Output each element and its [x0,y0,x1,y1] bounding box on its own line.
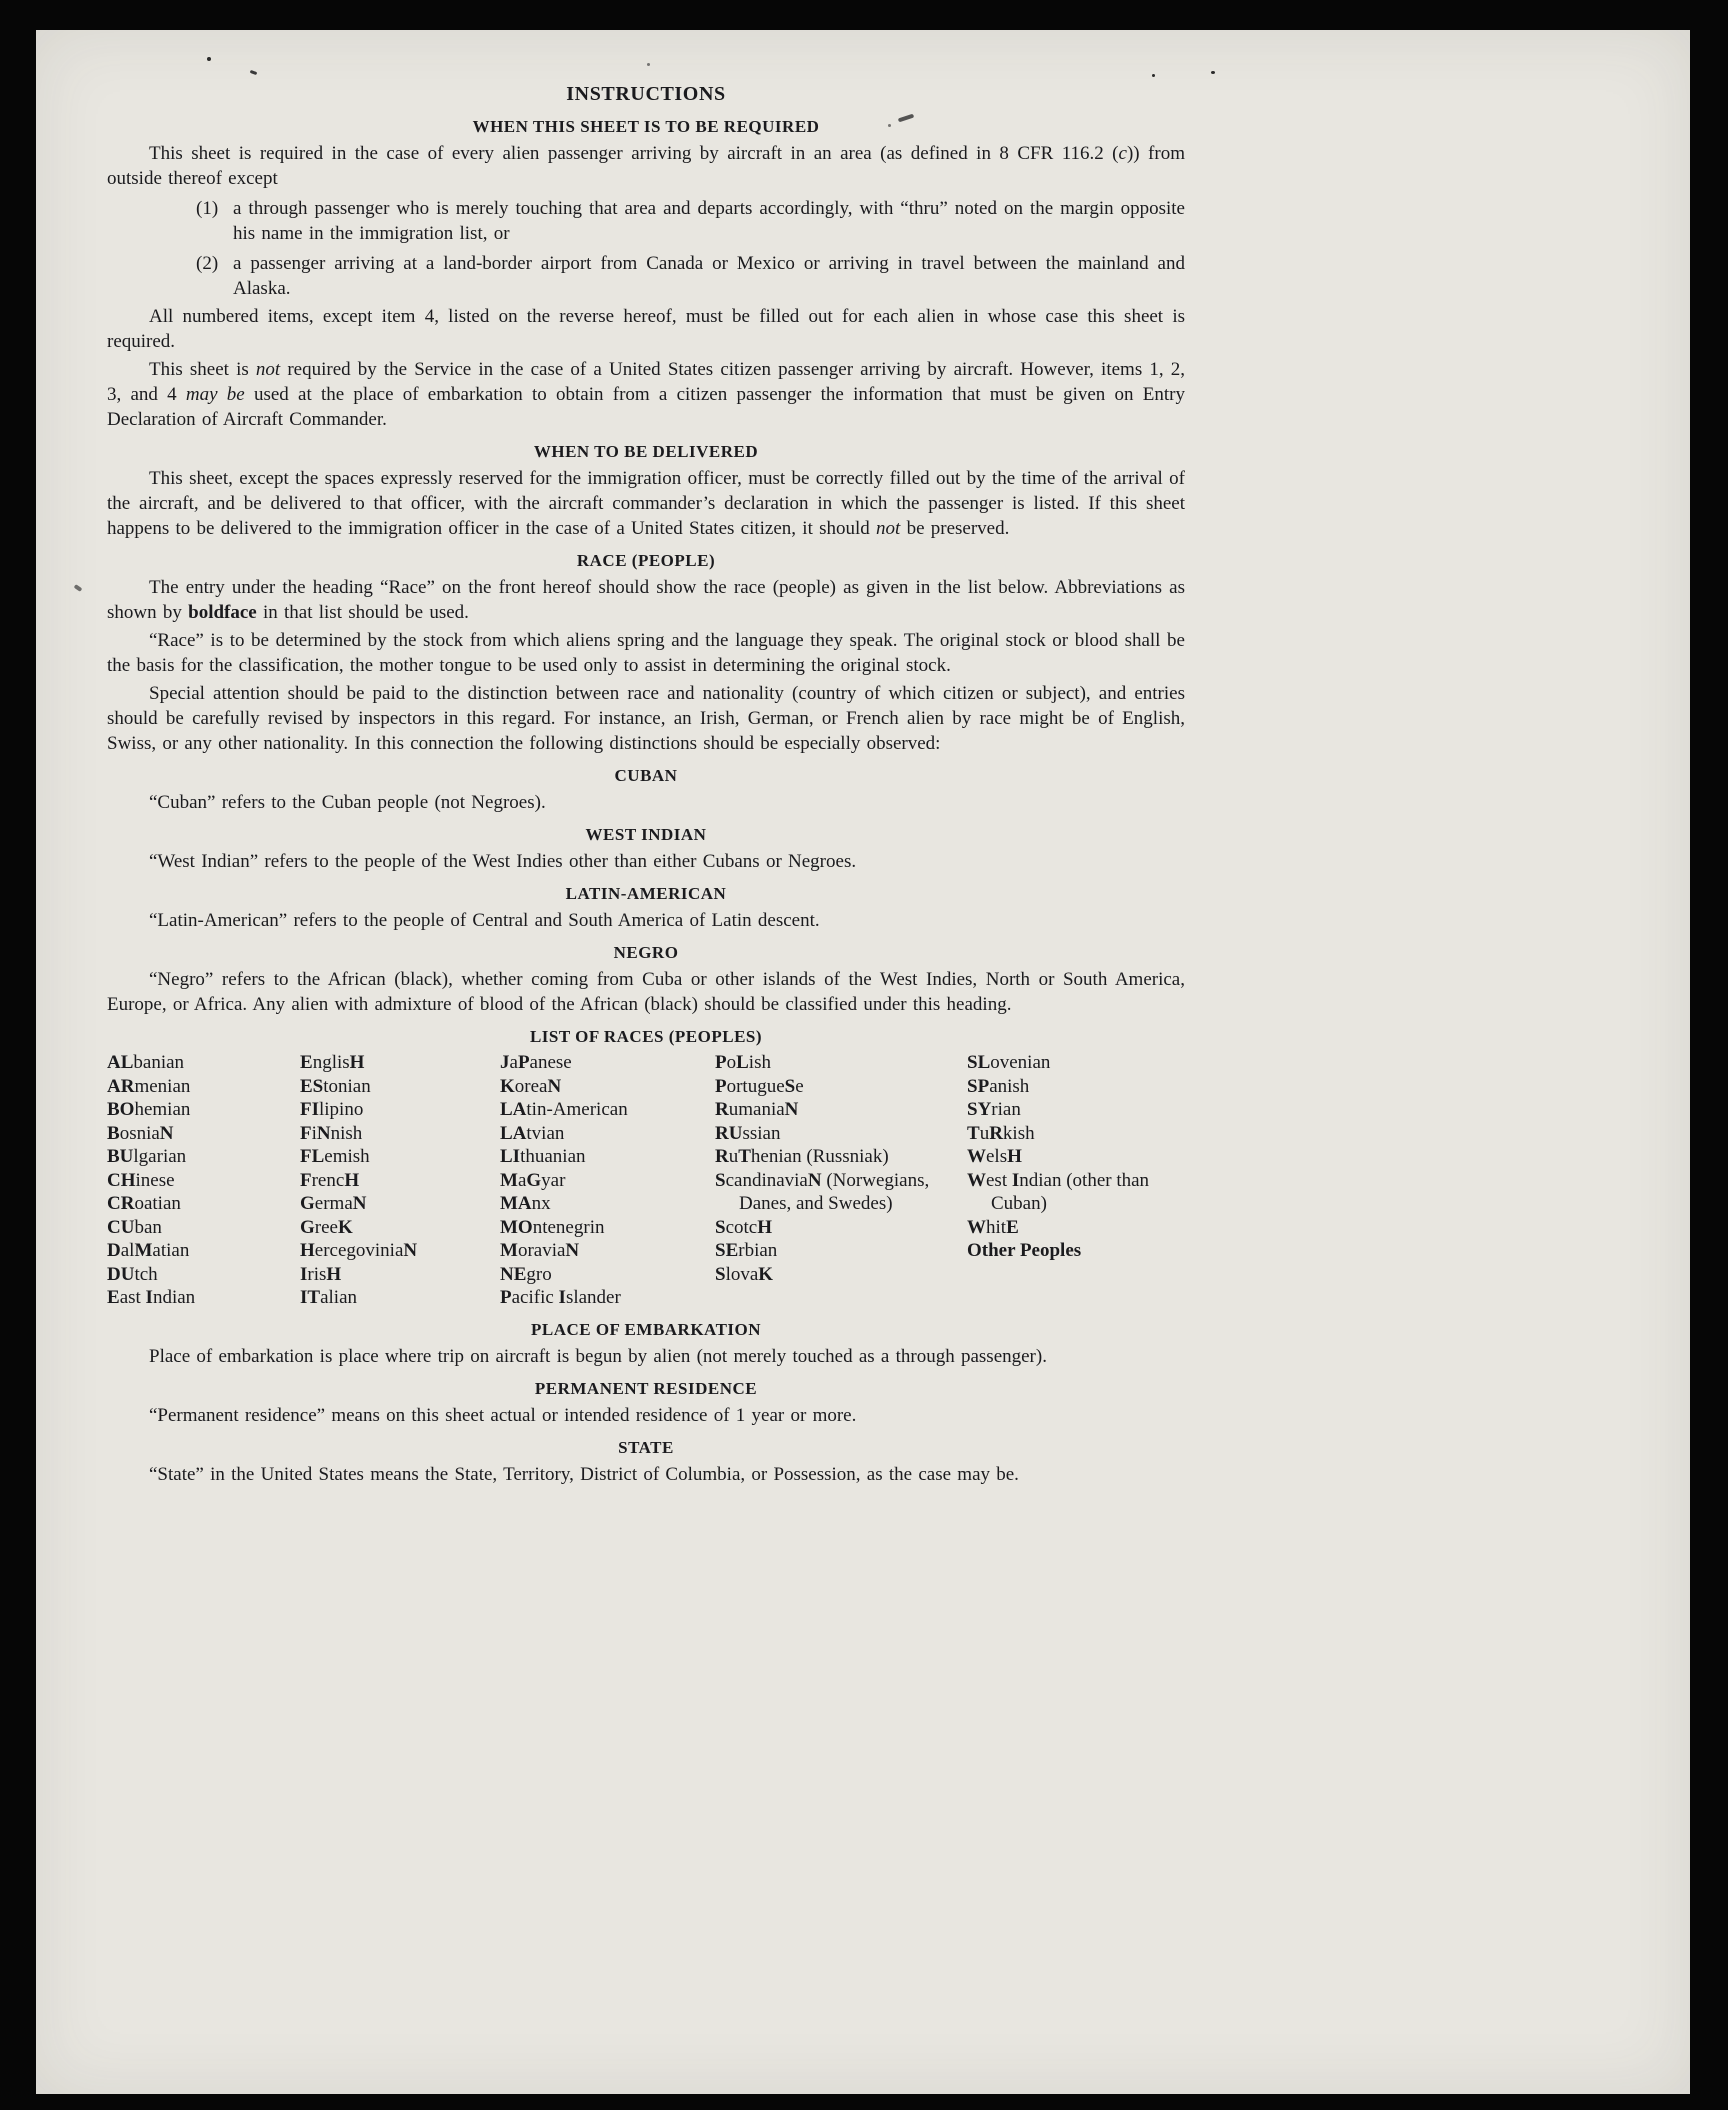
heading-west-indian: WEST INDIAN [585,825,707,844]
heading-when-required: WHEN THIS SHEET IS TO BE REQUIRED [472,117,820,136]
race-item: CRoatian [107,1193,181,1214]
races-column [300,1051,500,1310]
heading-race-people: RACE (PEOPLE) [576,551,716,570]
numbered-item-2 [107,251,1185,301]
race-item: PortugueSe [715,1075,804,1097]
race-item: ARmenian [107,1075,191,1097]
heading-cuban: CUBAN [614,766,678,785]
paragraph-residence: “Permanent residence” means on this sheet actual or intended residence of 1 year or more. [149,1404,857,1426]
race-item: Pacific Islander [500,1287,621,1308]
paragraph-all-items: All numbered items, except item 4, listed on the reverse hereof, must be filled out for each alien in whose case this sheet is required. [107,306,1185,352]
race-item: BosniaN [107,1122,174,1144]
race-item: TuRkish [967,1122,1035,1144]
race-item: ITalian [300,1287,358,1308]
pen-mark-dot [888,124,891,127]
paragraph-west-indian: “West Indian” refers to the people of the West Indies other than either Cubans or Negroes. [149,851,857,872]
race-item: DalMatian [107,1240,190,1261]
race-item: ScandinaviaN (Norwegians, Danes, and Swedes) [715,1169,930,1214]
paragraph-negro: “Negro” refers to the African (black), whether coming from Cuba or other islands of the West Indies, North or South America, Europe, or Africa. Any alien with admixture of blood of the African (black) should be classified under this heading. [107,969,1185,1015]
race-item: RumaniaN [715,1099,799,1120]
race-item: WhitE [967,1216,1019,1238]
race-item: MoraviaN [500,1240,580,1261]
paper-sheet [36,30,1690,2094]
item-text: a passenger arriving at a land-border airport from Canada or Mexico or arriving in travel between the mainland and Alaska. [233,253,1185,299]
item-text: a through passenger who is merely touching that area and departs accordingly, with “thru” noted on the margin opposite his name in the immigration list, or [233,198,1185,244]
race-item: FiNnish [300,1122,363,1144]
race-item: DUtch [107,1263,158,1285]
item-number: (2) [196,253,219,274]
page-content [107,82,1185,1487]
race-item: BOhemian [107,1099,191,1120]
scan-speck [1211,71,1215,74]
race-item: GreeK [300,1216,353,1238]
races-column [967,1051,1185,1310]
paragraph-race-3: Special attention should be paid to the distinction between race and nationality (country of which citizen or subject), and entries should be carefully revised by inspectors in this regard. For instance, an Irish, German, or French alien by race might be of English, Swiss, or any other nationality. In this connection the following distinctions should be especially observed: [107,683,1185,754]
race-item: RUssian [715,1122,781,1144]
race-item: LAtvian [500,1122,565,1144]
heading-residence: PERMANENT RESIDENCE [534,1378,758,1398]
scan-speck [207,57,211,61]
scan-speck [1152,74,1155,77]
race-item: LAtin-American [500,1099,628,1120]
race-item: HercegoviniaN [300,1240,418,1261]
paragraph-delivered: This sheet, except the spaces expressly reserved for the immigration officer, must be correctly filled out by the time of the arrival of the aircraft, and be delivered to that officer, with the aircraft commander’s declaration in which the passenger is listed. If this sheet happens to be delivered to the immigration officer in the case of a United States citizen, it should not be preserved. [107,468,1185,539]
paragraph-cuban: “Cuban” refers to the Cuban people (not Negroes). [149,792,546,813]
race-item: ALbanian [107,1052,185,1073]
document-title: INSTRUCTIONS [566,83,726,105]
heading-when-delivered: WHEN TO BE DELIVERED [533,442,759,461]
race-item: SLovenian [967,1052,1051,1073]
race-item: FLemish [300,1146,370,1167]
item-number: (1) [196,198,219,219]
heading-negro: NEGRO [613,943,679,962]
paragraph-required-intro: This sheet is required in the case of every alien passenger arriving by aircraft in an area (as defined in 8 CFR 116.2 (c)) from outside thereof except [107,143,1185,189]
scan-speck [647,63,650,66]
race-item: NEgro [500,1263,552,1285]
race-item: JaPanese [500,1052,572,1073]
races-column [715,1051,967,1310]
paragraph-race-2: “Race” is to be determined by the stock from which aliens spring and the language they speak. The original stock or blood shall be the basis for the classification, the mother tongue to be used only to assist in determining the original stock. [107,630,1185,676]
race-item: CUban [107,1216,162,1238]
race-item: GermaN [300,1193,367,1214]
race-item: LIthuanian [500,1146,586,1167]
races-list [107,1051,1185,1310]
race-item: MAnx [500,1193,551,1214]
race-item: Other Peoples [967,1240,1082,1261]
race-item: EnglisH [300,1052,365,1073]
race-item: SYrian [967,1099,1021,1120]
paragraph-race-1: The entry under the heading “Race” on the front hereof should show the race (people) as given in the list below. Abbreviations as shown by boldface in that list should be used. [107,577,1185,623]
race-item: ScotcH [715,1216,773,1238]
race-item: BUlgarian [107,1146,187,1167]
races-column [500,1051,715,1310]
race-item: West Indian (other than Cuban) [967,1169,1150,1214]
race-item: IrisH [300,1263,342,1285]
race-item: PoLish [715,1052,771,1073]
race-item: SlovaK [715,1263,774,1285]
numbered-item-1 [107,196,1185,246]
heading-latin-american: LATIN-AMERICAN [565,884,727,903]
race-item: RuThenian (Russniak) [715,1146,889,1167]
heading-state: STATE [618,1437,674,1457]
race-item: SPanish [967,1075,1030,1097]
race-item: MOntenegrin [500,1216,605,1238]
race-item: KoreaN [500,1075,562,1097]
paragraph-state: “State” in the United States means the State, Territory, District of Columbia, or Possession, as the case may be. [149,1463,1019,1485]
race-item: EStonian [300,1075,371,1097]
race-item: FIlipino [300,1099,364,1120]
heading-list-of-races: LIST OF RACES (PEOPLES) [529,1027,763,1046]
paragraph-not-required: This sheet is not required by the Service in the case of a United States citizen passenger arriving by aircraft. However, items 1, 2, 3, and 4 may be used at the place of embarkation to obtain from a citizen passenger the information that must be given on Entry Declaration of Aircraft Commander. [107,359,1185,430]
paragraph-latin-american: “Latin-American” refers to the people of Central and South America of Latin descent. [149,910,820,931]
race-item: WelsH [967,1146,1022,1167]
race-item: East Indian [107,1287,196,1308]
race-item: CHinese [107,1169,175,1191]
paragraph-embarkation: Place of embarkation is place where trip on aircraft is begun by alien (not merely touched as a through passenger). [149,1345,1047,1367]
race-item: FrencH [300,1169,360,1191]
race-item: MaGyar [500,1169,566,1191]
race-item: SErbian [715,1240,778,1261]
heading-embarkation: PLACE OF EMBARKATION [530,1319,762,1339]
races-column [107,1051,300,1310]
